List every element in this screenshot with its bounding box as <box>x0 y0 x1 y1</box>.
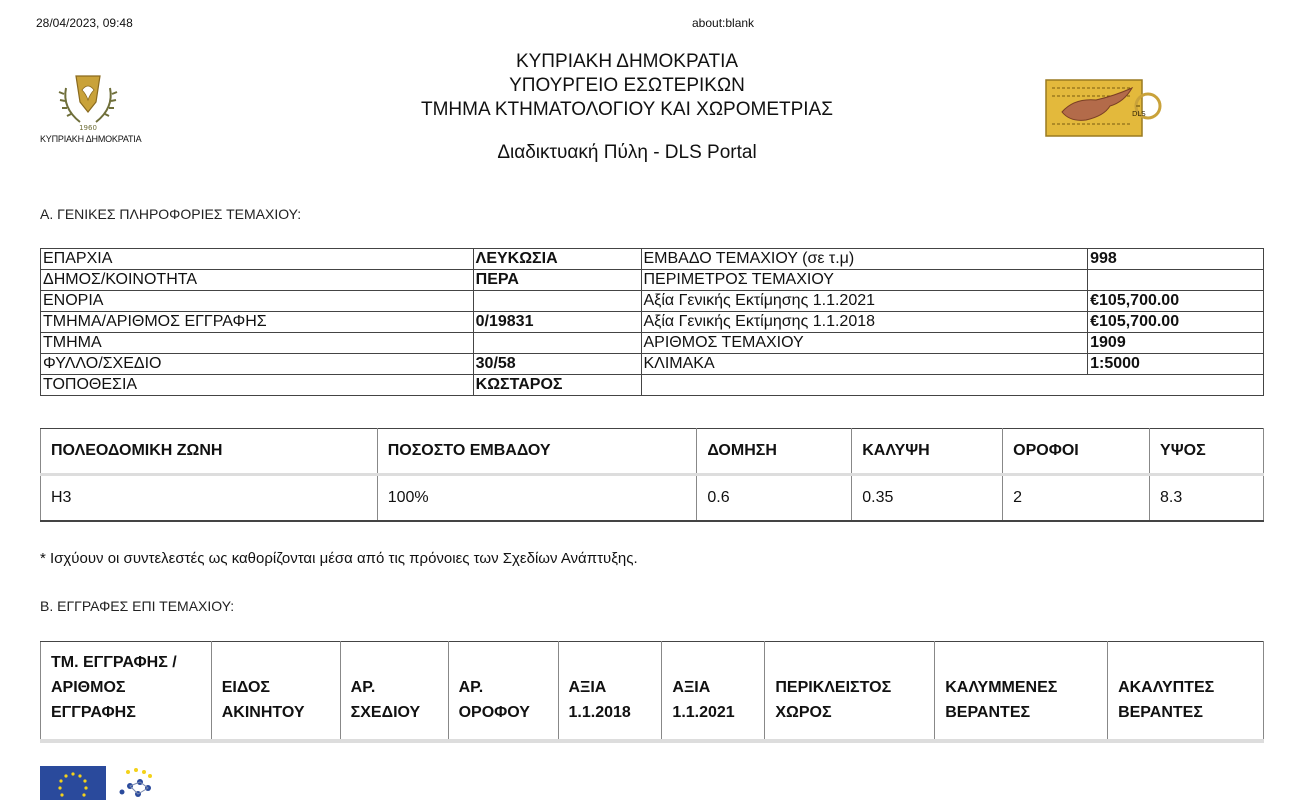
info-label: ΚΛΙΜΑΚΑ <box>641 354 1088 375</box>
title-department: ΤΜΗΜΑ ΚΤΗΜΑΤΟΛΟΓΙΟΥ ΚΑΙ ΧΩΡΟΜΕΤΡΙΑΣ <box>421 99 833 120</box>
table-row <box>41 249 1264 270</box>
header-line: ΑΡ. <box>458 679 484 696</box>
zoning-building-value: 0.6 <box>697 475 852 522</box>
info-label: Αξία Γενικής Εκτίμησης 1.1.2018 <box>641 312 1088 333</box>
info-label: Αξία Γενικής Εκτίμησης 1.1.2021 <box>641 291 1088 312</box>
table-row <box>41 333 1264 354</box>
records-header-plan-number <box>340 642 448 742</box>
records-header-floor-number <box>448 642 558 742</box>
info-label: ΔΗΜΟΣ/ΚΟΙΝΟΤΗΤΑ <box>41 270 474 291</box>
info-label: ΤΟΠΟΘΕΣΙΑ <box>41 375 474 396</box>
zoning-note: * Ισχύουν οι συντελεστές ως καθορίζονται μέσα από τις πρόνοιες των Σχεδίων Ανάπτυξης. <box>40 550 638 567</box>
header-line: ΣΧΕΔΙΟΥ <box>350 704 421 721</box>
records-table <box>40 641 1264 743</box>
info-value <box>473 333 641 354</box>
programme-logo <box>108 766 180 800</box>
zoning-header-zone: ΠΟΛΕΟΔΟΜΙΚΗ ΖΩΝΗ <box>41 429 378 475</box>
header-line: ΒΕΡΑΝΤΕΣ <box>1118 704 1203 721</box>
dls-logo-text: DLS <box>1132 110 1146 118</box>
header-line: ΑΞΙΑ <box>568 679 607 696</box>
info-value: ΚΩΣΤΑΡΟΣ <box>473 375 641 396</box>
header-line: ΧΩΡΟΣ <box>775 704 832 721</box>
eu-flag-logo <box>40 766 106 800</box>
info-empty-cell <box>641 375 1264 396</box>
info-value: 30/58 <box>473 354 641 375</box>
info-value: ΛΕΥΚΩΣΙΑ <box>473 249 641 270</box>
title-ministry: ΥΠΟΥΡΓΕΙΟ ΕΣΩΤΕΡΙΚΩΝ <box>509 75 745 96</box>
records-header-row <box>41 642 1264 742</box>
records-header-registration <box>41 642 212 742</box>
zoning-zone-value: Η3 <box>41 475 378 522</box>
info-value: €105,700.00 <box>1088 291 1264 312</box>
header-line: ΤΜ. ΕΓΓΡΑΦΗΣ / <box>51 654 177 671</box>
table-row <box>41 475 1264 522</box>
header-line: ΑΚΙΝΗΤΟΥ <box>221 704 305 721</box>
info-value: 998 <box>1088 249 1264 270</box>
zoning-header-floors: ΟΡΟΦΟΙ <box>1003 429 1150 475</box>
header-line: ΠΕΡΙΚΛΕΙΣΤΟΣ <box>775 679 892 696</box>
header-line: ΟΡΟΦΟΥ <box>458 704 530 721</box>
svg-text:1960: 1960 <box>79 124 97 132</box>
table-row <box>41 375 1264 396</box>
header-line: ΕΙΔΟΣ <box>221 679 270 696</box>
records-header-enclosed-space <box>765 642 935 742</box>
zoning-header-height: ΥΨΟΣ <box>1150 429 1264 475</box>
header-line: ΑΡΙΘΜΟΣ <box>51 679 126 696</box>
info-value: 1:5000 <box>1088 354 1264 375</box>
table-row <box>41 354 1264 375</box>
programme-logo-icon <box>108 766 180 800</box>
info-label: ΤΜΗΜΑ <box>41 333 474 354</box>
zoning-floors-value: 2 <box>1003 475 1150 522</box>
title-republic: ΚΥΠΡΙΑΚΗ ΔΗΜΟΚΡΑΤΙΑ <box>515 51 739 72</box>
dls-logo <box>1044 72 1166 140</box>
records-header-property-type <box>211 642 340 742</box>
cyprus-coat-of-arms <box>36 68 146 150</box>
info-label: ΑΡΙΘΜΟΣ ΤΕΜΑΧΙΟΥ <box>641 333 1088 354</box>
zoning-header-building: ΔΟΜΗΣΗ <box>697 429 852 475</box>
info-value <box>473 291 641 312</box>
header-line: 1.1.2021 <box>672 704 735 721</box>
header-line: ΕΓΓΡΑΦΗΣ <box>51 704 136 721</box>
coat-of-arms-caption: ΚΥΠΡΙΑΚΗ ΔΗΜΟΚΡΑΤΙΑ <box>40 134 142 144</box>
header-line: ΒΕΡΑΝΤΕΣ <box>945 704 1031 721</box>
info-value: 1909 <box>1088 333 1264 354</box>
general-info-table <box>40 248 1264 396</box>
info-label: ΦΥΛΛΟ/ΣΧΕΔΙΟ <box>41 354 474 375</box>
header-line: ΑΡ. <box>350 679 376 696</box>
zoning-header-coverage: ΚΑΛΥΨΗ <box>852 429 1003 475</box>
header-line: 1.1.2018 <box>568 704 631 721</box>
zoning-table <box>40 428 1264 522</box>
info-value <box>1088 270 1264 291</box>
print-url: about:blank <box>692 16 755 30</box>
header-line: ΚΑΛΥΜΜΕΝΕΣ <box>945 679 1058 696</box>
table-row <box>41 312 1264 333</box>
header-line: ΑΞΙΑ <box>672 679 711 696</box>
zoning-coverage-value: 0.35 <box>852 475 1003 522</box>
zoning-area-percent-value: 100% <box>377 475 697 522</box>
zoning-height-value: 8.3 <box>1150 475 1264 522</box>
table-row <box>41 291 1264 312</box>
section-b-title: Β. ΕΓΓΡΑΦΕΣ ΕΠΙ ΤΕΜΑΧΙΟΥ: <box>40 598 235 614</box>
portal-title: Διαδικτυακή Πύλη - DLS Portal <box>497 142 757 163</box>
dls-logo-icon <box>1044 72 1166 140</box>
info-label: ΤΜΗΜΑ/ΑΡΙΘΜΟΣ ΕΓΓΡΑΦΗΣ <box>41 312 474 333</box>
info-label: ΕΜΒΑΔΟ ΤΕΜΑΧΙΟΥ (σε τ.μ) <box>641 249 1088 270</box>
info-label: ΕΝΟΡΙΑ <box>41 291 474 312</box>
print-timestamp: 28/04/2023, 09:48 <box>36 16 133 30</box>
info-value: 0/19831 <box>473 312 641 333</box>
info-label: ΕΠΑΡΧΙΑ <box>41 249 474 270</box>
zoning-header-area-percent: ΠΟΣΟΣΤΟ ΕΜΒΑΔΟΥ <box>377 429 697 475</box>
records-header-value-2021 <box>662 642 765 742</box>
info-value: ΠΕΡΑ <box>473 270 641 291</box>
zoning-header-row <box>41 429 1264 475</box>
table-row <box>41 270 1264 291</box>
records-header-covered-verandas <box>935 642 1108 742</box>
coat-of-arms-icon <box>36 68 146 134</box>
eu-flag-icon <box>40 766 106 800</box>
records-header-value-2018 <box>558 642 662 742</box>
records-header-uncovered-verandas <box>1108 642 1264 742</box>
header-line: ΑΚΑΛΥΠΤΕΣ <box>1118 679 1215 696</box>
info-label: ΠΕΡΙΜΕΤΡΟΣ ΤΕΜΑΧΙΟΥ <box>641 270 1088 291</box>
info-value: €105,700.00 <box>1088 312 1264 333</box>
section-a-title: Α. ΓΕΝΙΚΕΣ ΠΛΗΡΟΦΟΡΙΕΣ ΤΕΜΑΧΙΟΥ: <box>40 206 302 222</box>
